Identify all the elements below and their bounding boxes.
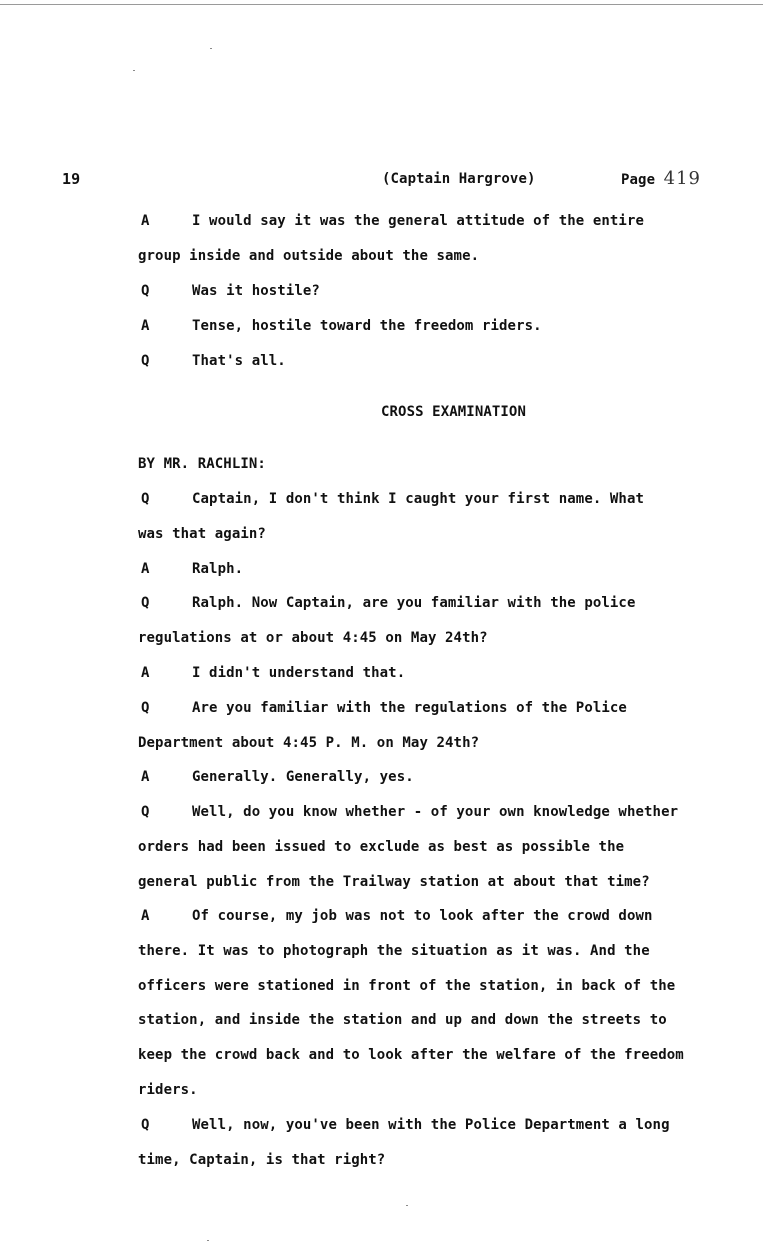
testimony-line: regulations at or about 4:45 on May 24th?	[138, 630, 488, 646]
testimony-line: time, Captain, is that right?	[138, 1152, 386, 1168]
testimony-line: orders had been issued to exclude as best as possible the	[138, 839, 625, 855]
testimony-line: riders.	[138, 1082, 198, 1098]
testimony-line: I didn't understand that.	[192, 665, 406, 681]
page-label-text: Page	[621, 172, 656, 188]
testimony-line: officers were stationed in front of the station, in back of the	[138, 978, 676, 994]
testimony-line: Generally. Generally, yes.	[192, 769, 414, 785]
scan-speck	[133, 70, 135, 71]
testimony-line: That's all.	[192, 353, 286, 369]
testimony-line: station, and inside the station and up and down the streets to	[138, 1012, 667, 1028]
speaker-marker: A	[141, 213, 150, 229]
testimony-line: Department about 4:45 P. M. on May 24th?	[138, 735, 480, 751]
testimony-line: there. It was to photograph the situation as it was. And the	[138, 943, 650, 959]
scan-speck	[406, 1205, 408, 1206]
speaker-marker: Q	[141, 353, 150, 369]
speaker-marker: Q	[141, 1117, 150, 1133]
speaker-marker: Q	[141, 283, 150, 299]
speaker-marker: A	[141, 665, 150, 681]
testimony-line: Of course, my job was not to look after the crowd down	[192, 908, 653, 924]
speaker-marker: Q	[141, 700, 150, 716]
testimony-line: Ralph.	[192, 561, 244, 577]
testimony-line: general public from the Trailway station at about that time?	[138, 874, 650, 890]
testimony-line: Ralph. Now Captain, are you familiar with the police	[192, 595, 636, 611]
testimony-line: Tense, hostile toward the freedom riders.	[192, 318, 542, 334]
scan-speck	[207, 1240, 209, 1241]
testimony-line: Well, now, you've been with the Police Department a long	[192, 1117, 670, 1133]
testimony-line: Well, do you know whether - of your own knowledge whether	[192, 804, 679, 820]
section-heading: CROSS EXAMINATION	[381, 404, 526, 420]
speaker-marker: Q	[141, 804, 150, 820]
speaker-marker: Q	[141, 595, 150, 611]
scan-speck	[210, 48, 212, 49]
page-label	[621, 168, 702, 189]
testimony-line: was that again?	[138, 526, 266, 542]
testimony-line: Was it hostile?	[192, 283, 320, 299]
header-title: (Captain Hargrove)	[382, 171, 536, 187]
testimony-line: Are you familiar with the regulations of the Police	[192, 700, 627, 716]
testimony-line: I would say it was the general attitude of the entire	[192, 213, 645, 229]
testimony-line: Captain, I don't think I caught your first name. What	[192, 491, 645, 507]
speaker-marker: A	[141, 769, 150, 785]
page-number: 419	[663, 168, 702, 189]
speaker-marker: A	[141, 561, 150, 577]
transcript-line-number: 19	[62, 170, 81, 188]
examiner-label: BY MR. RACHLIN:	[138, 456, 266, 472]
speaker-marker: Q	[141, 491, 150, 507]
testimony-line: group inside and outside about the same.	[138, 248, 480, 264]
testimony-line: keep the crowd back and to look after the welfare of the freedom	[138, 1047, 684, 1063]
speaker-marker: A	[141, 318, 150, 334]
speaker-marker: A	[141, 908, 150, 924]
top-edge-rule	[0, 4, 763, 5]
